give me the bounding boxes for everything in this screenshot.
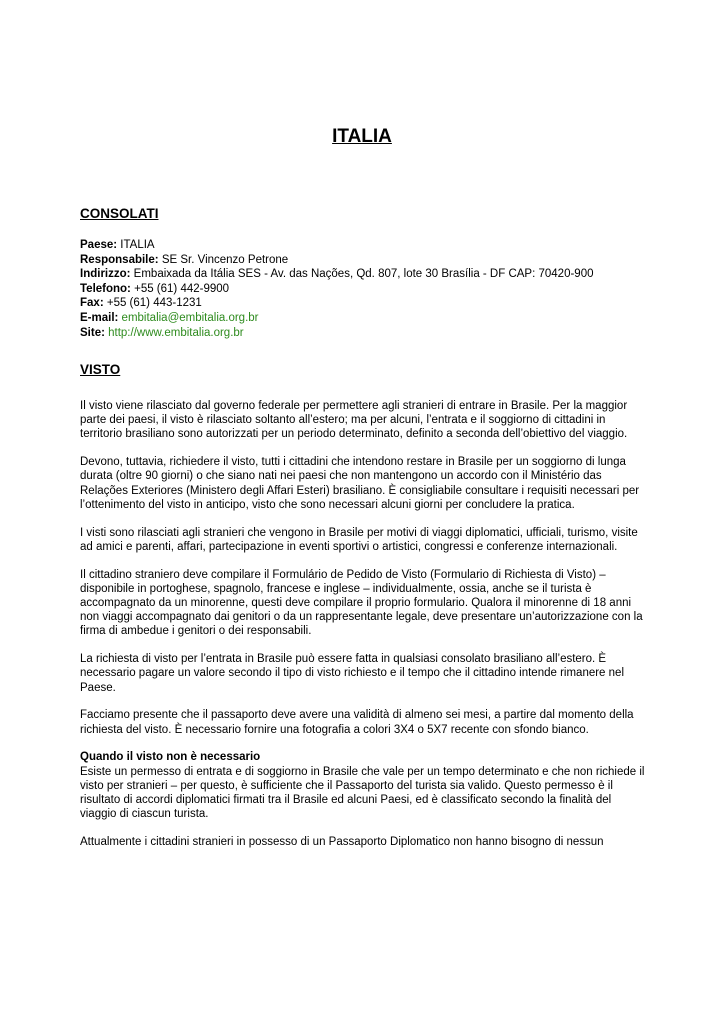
email-link[interactable]: embitalia@embitalia.org.br xyxy=(121,311,259,324)
visa-exemption-section xyxy=(80,750,646,821)
address-label: Indirizzo: xyxy=(80,268,131,281)
responsible-label: Responsabile: xyxy=(80,253,159,266)
consolati-heading: CONSOLATI xyxy=(80,206,159,221)
site-row xyxy=(80,326,650,341)
visto-body xyxy=(80,399,646,863)
visa-paragraph-2: Devono, tuttavia, richiedere il visto, tutti i cittadini che intendono restare in Brasile per un soggiorno di lunga durata (oltre 90 giorni) o che siano nati nei paesi che non mantengono un accordo con il Ministério das Relações Exteriores (Ministero degli Affari Esteri) brasiliano. È consigliabile consultare i requisiti necessari per l’ottenimento del visto in anticipo, visto che sono necessari alcuni giorni per concludere la pratica. xyxy=(80,456,640,511)
email-label: E-mail: xyxy=(80,311,119,324)
fax-label: Fax: xyxy=(80,297,104,310)
visa-paragraph-4: Il cittadino straniero deve compilare il Formulário de Pedido de Visto (Formulario di Richiesta di Visto) – disponibile in portoghese, spagnolo, francese e inglese – individualmente, ossia, anche se il turista è accompagnato da un minorenne, questi deve compilare il proprio formulario. Qualora il minorenne di 18 anni non viaggi accompagnato dai genitori o da un rappresentante legale, deve presentare un’autorizzazione con la firma di ambedue i genitori o dei responsabili. xyxy=(80,568,643,638)
address-row xyxy=(80,267,650,282)
phone-value: +55 (61) 442-9900 xyxy=(134,282,230,295)
email-row xyxy=(80,311,650,326)
responsible-row xyxy=(80,253,650,268)
phone-label: Telefono: xyxy=(80,282,131,295)
visa-paragraph-6: Facciamo presente che il passaporto deve avere una validità di almeno sei mesi, a partire dal momento della richiesta del visto. È necessario fornire una fotografia a colori 3X4 o 5X7 recente con sfondo bianco. xyxy=(80,709,634,736)
document-title: ITALIA xyxy=(332,126,392,147)
phone-row xyxy=(80,282,650,297)
visa-paragraph-5: La richiesta di visto per l’entrata in Brasile può essere fatta in qualsiasi consolato brasiliano all’estero. È necessario pagare un valore secondo il tipo di visto richiesto e il tempo che il cittadino intende rimanere nel Paese. xyxy=(80,653,624,694)
visa-paragraph-last: Attualmente i cittadini stranieri in possesso di un Passaporto Diplomatico non hanno bisogno di nessun xyxy=(80,836,604,849)
site-link[interactable]: http://www.embitalia.org.br xyxy=(108,326,244,339)
responsible-value: SE Sr. Vincenzo Petrone xyxy=(161,253,289,266)
site-label: Site: xyxy=(80,326,105,339)
fax-row xyxy=(80,296,650,311)
visa-exemption-text: Esiste un permesso di entrata e di soggiorno in Brasile che vale per un tempo determinato e che non richiede il visto per stranieri – per questo, è sufficiente che il Passaporto del turista sia valido. Questo permesso è il risultato di accordi diplomatici firmati tra il Brasile ed alcuni Paesi, ed è classificato secondo la finalità del viaggio di ciascun turista. xyxy=(80,765,645,821)
country-row xyxy=(80,238,650,253)
visa-paragraph-1: Il visto viene rilasciato dal governo federale per permettere agli stranieri di entrare in Brasile. Per la maggior parte dei paesi, il visto è rilasciato soltanto all’estero; ma per alcuni, l’entrata e il soggiorno di cittadini in territorio brasiliano sono autorizzati per un periodo determinato, definito a seconda dell’obiettivo del viaggio. xyxy=(80,400,628,441)
address-value: Embaixada da Itália SES - Av. das Nações, Qd. 807, lote 30 Brasília - DF CAP: 70420-900 xyxy=(133,268,594,281)
fax-value: +55 (61) 443-1231 xyxy=(106,297,202,310)
visa-exemption-heading: Quando il visto non è necessario xyxy=(80,751,261,764)
consulate-contact-block xyxy=(80,238,650,340)
country-value: ITALIA xyxy=(120,239,155,251)
visto-heading: VISTO xyxy=(80,362,121,377)
country-label: Paese: xyxy=(80,239,118,251)
visa-paragraph-3: I visti sono rilasciati agli stranieri che vengono in Brasile per motivi di viaggi diplomatici, ufficiali, turismo, visite ad amici e parenti, affari, partecipazione in eventi sportivi o artistici, congressi e conferenze internazionali. xyxy=(80,526,638,553)
